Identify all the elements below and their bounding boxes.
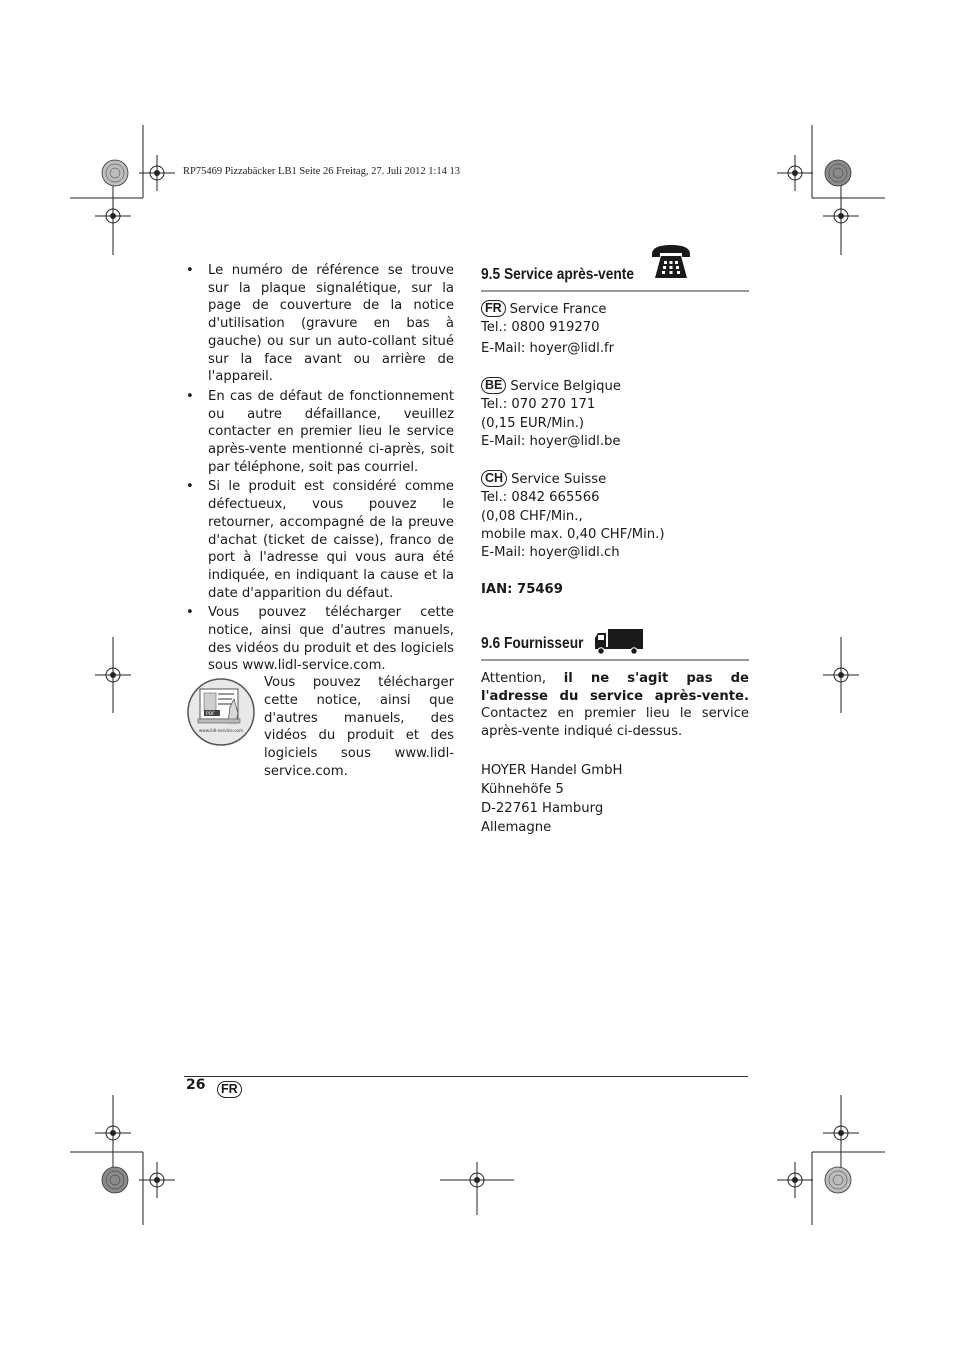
notice-suffix: Contactez en premier lieu le service après-vente indiqué ci-dessus. — [481, 706, 749, 740]
address-line: Kühnehöfe 5 — [481, 782, 564, 797]
service-email: E-Mail: hoyer@lidl.be — [481, 433, 621, 449]
notice-prefix: Attention, — [481, 671, 564, 686]
truck-icon — [594, 627, 644, 655]
service-suisse — [481, 470, 749, 562]
section-title: 9.6 Fournisseur — [481, 635, 584, 652]
notice-bold: il ne s'agit pas de l'adresse du service après-vente. — [481, 671, 749, 704]
country-badge-fr: FR — [217, 1081, 242, 1098]
service-belgique — [481, 377, 749, 451]
country-badge-be: BE — [481, 377, 506, 394]
bullet-text: Le numéro de référence se trouve sur la plaque signalétique, sur la page de couverture de la notice d'utilisation (gravure en bas à gauche) ou sur un auto-collant situé sur la face avant ou arrière de l'appareil. — [208, 263, 454, 385]
bullet-text: Si le produit est considéré comme défectueux, vous pouvez le retourner, accompagné de la preuve d'achat (ticket de caisse), franco de port à l'adresse qui vous aura été indiquée, en indiquant la cause et la date d'apparition du défaut. — [208, 479, 454, 601]
bullet-marker: • — [186, 605, 194, 621]
pdf-tag: PDF — [206, 712, 215, 717]
country-badge-fr: FR — [481, 300, 506, 317]
service-name: Service France — [509, 302, 607, 317]
bullet-list — [186, 262, 454, 675]
service-name: Service Suisse — [511, 472, 607, 487]
left-column — [186, 262, 454, 677]
service-phone: Tel.: 070 270 171 — [481, 397, 596, 413]
supplier-address — [481, 761, 749, 837]
page-number: 26 — [186, 1077, 206, 1093]
bullet-marker: • — [186, 388, 194, 404]
service-rate: (0,15 EUR/Min.) — [481, 415, 585, 431]
service-name: Service Belgique — [510, 379, 622, 394]
service-france — [481, 300, 749, 358]
list-item — [186, 478, 454, 602]
section-title: 9.5 Service après-vente — [481, 266, 634, 283]
service-rate-mobile: mobile max. 0,40 CHF/Min.) — [481, 526, 665, 542]
bullet-marker: • — [186, 479, 194, 495]
address-line: HOYER Handel GmbH — [481, 763, 623, 778]
service-rate: (0,08 CHF/Min., — [481, 508, 583, 524]
service-email: E-Mail: hoyer@lidl.ch — [481, 545, 620, 561]
bullet-text: Vous pouvez télécharger cette notice, ainsi que d'autres manuels, des vidéos du produit et des logiciels sous www.lidl-service.com. — [208, 605, 454, 674]
service-email: E-Mail: hoyer@lidl.fr — [481, 340, 615, 356]
footer-rule — [184, 1076, 748, 1077]
supplier-notice — [481, 670, 749, 741]
footer-language-badge — [217, 1079, 246, 1098]
country-badge-ch: CH — [481, 470, 507, 487]
section-9-5-heading — [481, 236, 749, 292]
ian-number: IAN: 75469 — [481, 582, 563, 597]
list-item — [186, 262, 454, 386]
list-item — [186, 604, 454, 675]
address-line: D-22761 Hamburg — [481, 801, 604, 816]
list-item — [186, 388, 454, 477]
lidl-service-download-icon — [186, 677, 256, 747]
bullet-marker: • — [186, 263, 194, 278]
section-9-6-heading — [481, 622, 749, 661]
service-phone: Tel.: 0842 665566 — [481, 490, 600, 506]
download-text: Vous pouvez télécharger cette notice, ainsi que d'autres manuels, des vidéos du produit et des logiciels sous www.lidl-service.com. — [264, 675, 454, 779]
print-slug-header: RP75469 Pizzabäcker LB1 Seite 26 Freitag, 27. Juli 2012 1:14 13 — [183, 166, 461, 177]
telephone-icon — [649, 242, 693, 280]
service-phone: Tel.: 0800 919270 — [481, 320, 600, 336]
address-line: Allemagne — [481, 820, 552, 835]
bullet-text: En cas de défaut de fonctionnement ou autre défaillance, veuillez contacter en premier lieu le service après-vente mentionné ci-après, soit par téléphone, soit pas courriel. — [208, 388, 454, 475]
lidl-service-url-label: www.lidl-service.com — [198, 728, 244, 733]
